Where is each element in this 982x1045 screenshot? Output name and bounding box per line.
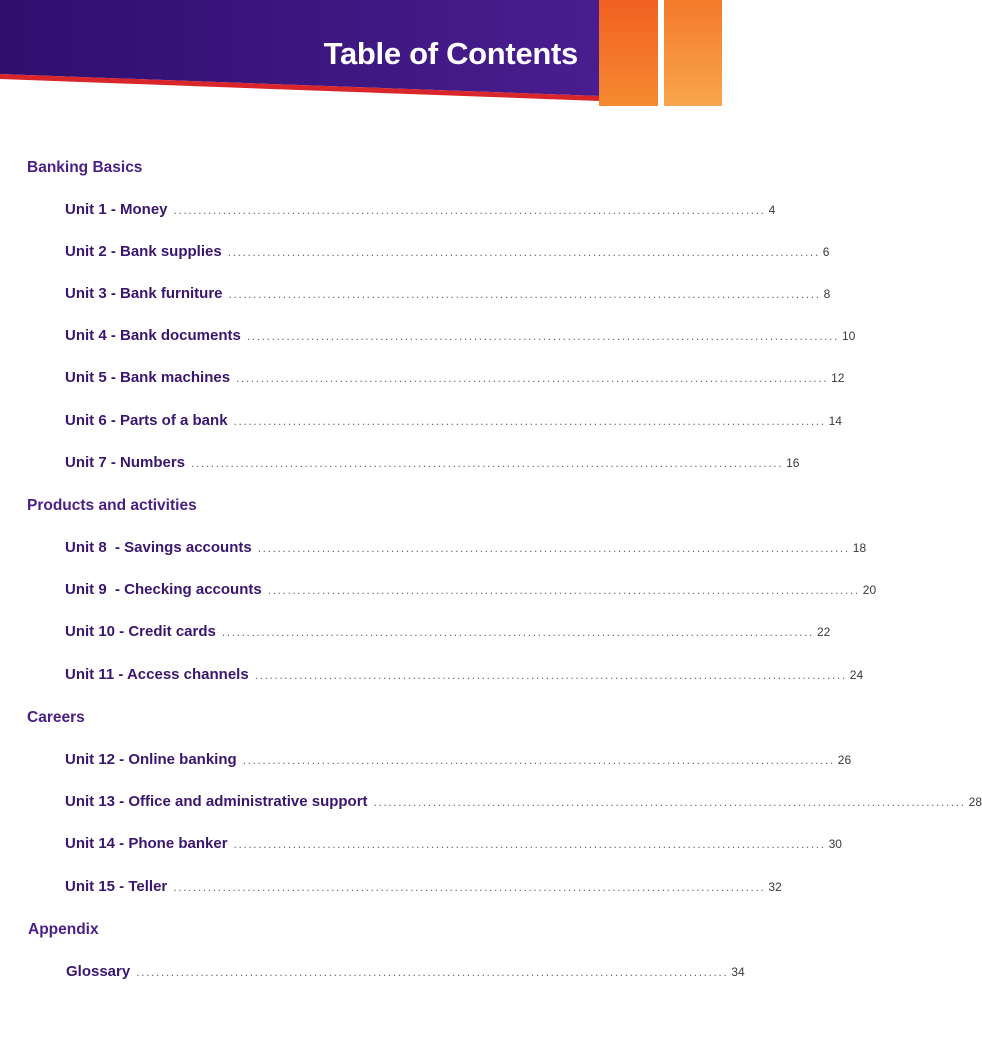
entry-label: Unit 11 - Access channels: [65, 666, 249, 683]
entry-label: Unit 10 - Credit cards: [65, 623, 216, 640]
toc-entry-unit-9[interactable]: [65, 581, 877, 601]
page-number: 30: [828, 837, 842, 851]
entry-label: Glossary: [66, 963, 131, 980]
page-number: 28: [968, 795, 982, 809]
entry-label: Unit 2 - Bank supplies: [65, 243, 222, 260]
toc-entry-unit-14[interactable]: [65, 835, 842, 855]
dot-leader: ........................................................................................................................: [233, 414, 826, 428]
dot-leader: ........................................................................................................................: [191, 456, 784, 470]
entry-label: Unit 9 - Checking accounts: [65, 581, 262, 598]
section-heading-appendix: Appendix: [28, 921, 99, 938]
toc-entry-unit-13[interactable]: [65, 793, 982, 813]
dot-leader: ........................................................................................................................: [242, 753, 835, 767]
dot-leader: ........................................................................................................................: [221, 625, 814, 639]
dot-leader: ........................................................................................................................: [227, 245, 820, 259]
page-number: 12: [831, 371, 845, 385]
section-heading-products-and-activities: Products and activities: [27, 497, 197, 514]
entry-label: Unit 8 - Savings accounts: [65, 539, 252, 556]
entry-label: Unit 3 - Bank furniture: [65, 285, 223, 302]
toc-entry-unit-6[interactable]: [65, 412, 842, 432]
dot-leader: ........................................................................................................................: [267, 583, 860, 597]
page-number: 24: [849, 668, 864, 682]
toc-entry-glossary[interactable]: [66, 963, 745, 983]
entry-label: Unit 15 - Teller: [65, 878, 168, 895]
page-number: 26: [837, 753, 852, 767]
dot-leader: ........................................................................................................................: [228, 287, 821, 301]
page-number: 18: [852, 541, 867, 555]
entry-label: Unit 1 - Money: [65, 201, 168, 218]
entry-label: Unit 13 - Office and administrative support: [65, 793, 368, 810]
toc-entry-unit-7[interactable]: [65, 454, 800, 474]
page-number: 16: [786, 456, 800, 470]
entry-label: Unit 7 - Numbers: [65, 454, 186, 471]
toc-entry-unit-11[interactable]: [65, 666, 864, 686]
dot-leader: ........................................................................................................................: [236, 371, 829, 385]
entry-label: Unit 4 - Bank documents: [65, 327, 241, 344]
page-number: 6: [822, 245, 830, 259]
toc-entry-unit-15[interactable]: [65, 878, 782, 898]
page-number: 4: [768, 203, 776, 217]
entry-label: Unit 12 - Online banking: [65, 751, 237, 768]
dot-leader: ........................................................................................................................: [233, 837, 826, 851]
toc-entry-unit-10[interactable]: [65, 623, 831, 643]
dot-leader: ........................................................................................................................: [173, 880, 766, 894]
dot-leader: ........................................................................................................................: [173, 203, 766, 217]
toc-entry-unit-8[interactable]: [65, 539, 867, 559]
entry-label: Unit 5 - Bank machines: [65, 369, 231, 386]
page-title: Table of Contents: [323, 36, 578, 71]
toc-entry-unit-1[interactable]: [65, 201, 776, 221]
section-heading-banking-basics: Banking Basics: [27, 159, 143, 176]
page-number: 20: [862, 583, 877, 597]
entry-label: Unit 14 - Phone banker: [65, 835, 228, 852]
dot-leader: ........................................................................................................................: [373, 795, 966, 809]
page-number: 10: [841, 329, 856, 343]
page-number: 8: [823, 287, 831, 301]
dot-leader: ........................................................................................................................: [254, 668, 847, 682]
page-number: 32: [768, 880, 782, 894]
toc-entry-unit-3[interactable]: [65, 285, 831, 305]
page-number: 34: [731, 965, 745, 979]
toc-entry-unit-4[interactable]: [65, 327, 856, 347]
toc-entry-unit-2[interactable]: [65, 243, 830, 263]
dot-leader: ........................................................................................................................: [246, 329, 839, 343]
entry-label: Unit 6 - Parts of a bank: [65, 412, 228, 429]
dot-leader: ........................................................................................................................: [136, 965, 729, 979]
page-number: 14: [828, 414, 842, 428]
toc-entry-unit-5[interactable]: [65, 369, 845, 389]
page-number: 22: [816, 625, 831, 639]
section-heading-careers: Careers: [27, 709, 85, 726]
dot-leader: ........................................................................................................................: [257, 541, 850, 555]
toc-entry-unit-12[interactable]: [65, 751, 852, 771]
